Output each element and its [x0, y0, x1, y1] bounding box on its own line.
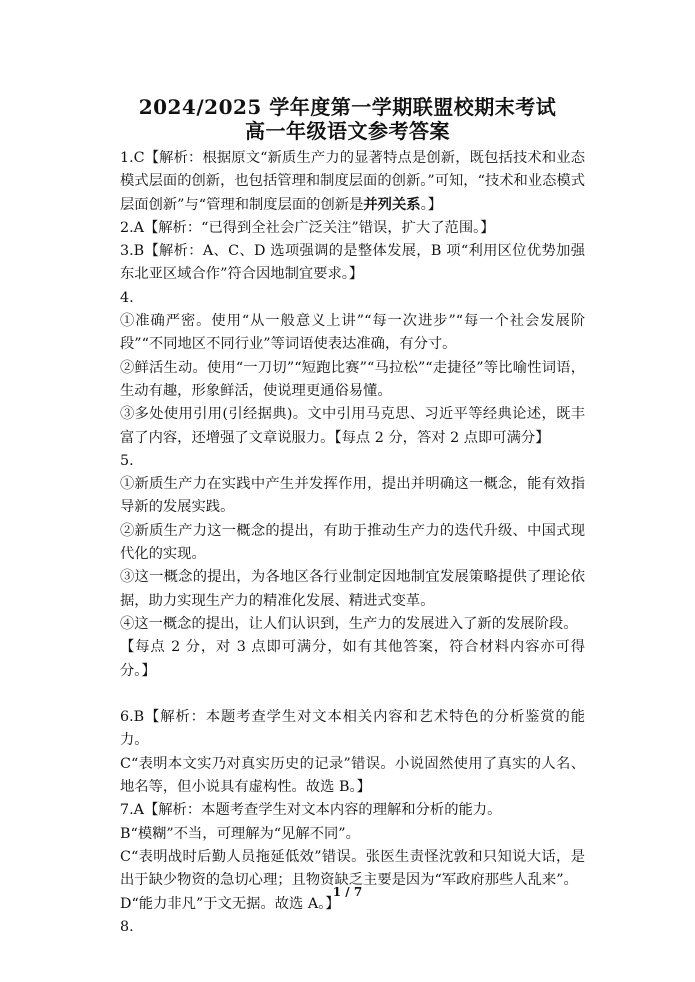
- answer-body: [120, 147, 585, 939]
- answer-q1: [120, 147, 585, 217]
- answer-q5-point3: ③这一概念的提出，为各地区各行业制定因地制宜发展策略提供了理论依据，助力实现生产力的精准化发展、精进式变革。: [120, 569, 585, 609]
- answer-q5-point1: ①新质生产力在实践中产生并发挥作用，提出并明确这一概念，能有效指导新的发展实践。: [120, 476, 585, 516]
- answer-q5-point4: ④这一概念的提出，让人们认识到，生产力的发展进入了新的发展阶段。: [120, 615, 578, 632]
- answer-q5-number: 5.: [120, 452, 134, 469]
- answer-q1-text: 1.C【解析：根据原文“新质生产力的显著特点是创新，既包括技术和业态模式层面的创新，也包括管理和制度层面的创新。”可知，“技术和业态模式层面创新”与“管理和制度层面的创新是: [120, 150, 585, 213]
- answer-q6-line1: 6.B【解析：本题考查学生对文本相关内容和艺术特色的分析鉴赏的能力。: [120, 709, 585, 749]
- answer-q4-point2: ②鲜活生动。使用“一刀切”“短跑比赛”“马拉松”“走捷径”等比喻性词语，生动有趣，形象鲜活，使说理更通俗易懂。: [120, 359, 585, 399]
- answer-q4-point3: ③多处使用引用(引经据典)。文中引用马克思、习近平等经典论述，既丰富了内容，还增强了文章说服力。【每点 2 分，答对 2 点即可满分】: [120, 406, 585, 446]
- document-title: 2024/2025 学年度第一学期联盟校期末考试: [138, 95, 557, 119]
- answer-q7-line2: B“模糊”不当，可理解为“见解不同”。: [120, 825, 360, 842]
- answer-q4-number: 4.: [120, 289, 134, 306]
- answer-q4-point1: ①准确严密。使用“从一般意义上讲”“每一次进步”“每一个社会发展阶段”“不同地区不同行业”等词语使表达准确，有分寸。: [120, 313, 585, 353]
- answer-q7-line3: C“表明战时后勤人员拖延低效”错误。张医生责怪沈敦和只知说大话，是出于缺少物资的急切心理；且物资缺乏主要是因为“军政府那些人乱来”。: [120, 848, 585, 889]
- blank-line: [120, 683, 585, 706]
- answer-q7-line1: 7.A【解析：本题考查学生对文本内容的理解和分析的能力。: [120, 802, 502, 819]
- answer-q8-number: 8.: [120, 918, 134, 935]
- document-subtitle: 高一年级语文参考答案: [245, 119, 450, 143]
- page-number: 1 / 7: [332, 885, 363, 899]
- answer-q1-emphasis: 并列关系: [363, 196, 421, 213]
- answer-q3: 3.B【解析：A、C、D 选项强调的是整体发展，B 项“利用区位优势加强东北亚区域合作”符合因地制宜要求。】: [120, 243, 585, 283]
- answer-q5-point2: ②新质生产力这一概念的提出，有助于推动生产力的迭代升级、中国式现代化的实现。: [120, 522, 585, 563]
- answer-q1-end: 。】: [420, 196, 443, 213]
- answer-q5-scoring-note: 【每点 2 分，对 3 点即可满分，如有其他答案，符合材料内容亦可得分。】: [120, 639, 585, 679]
- answer-q2: 2.A【解析：“已得到全社会广泛关注”错误，扩大了范围。】: [120, 219, 495, 236]
- answer-q6-line2: C“表明本文实乃对真实历史的记录”错误。小说固然使用了真实的人名、地名等，但小说具有虚构性。故选 B。】: [120, 755, 585, 796]
- answer-q7-line4: D“能力非凡”于文无据。故选 A。】: [120, 895, 340, 912]
